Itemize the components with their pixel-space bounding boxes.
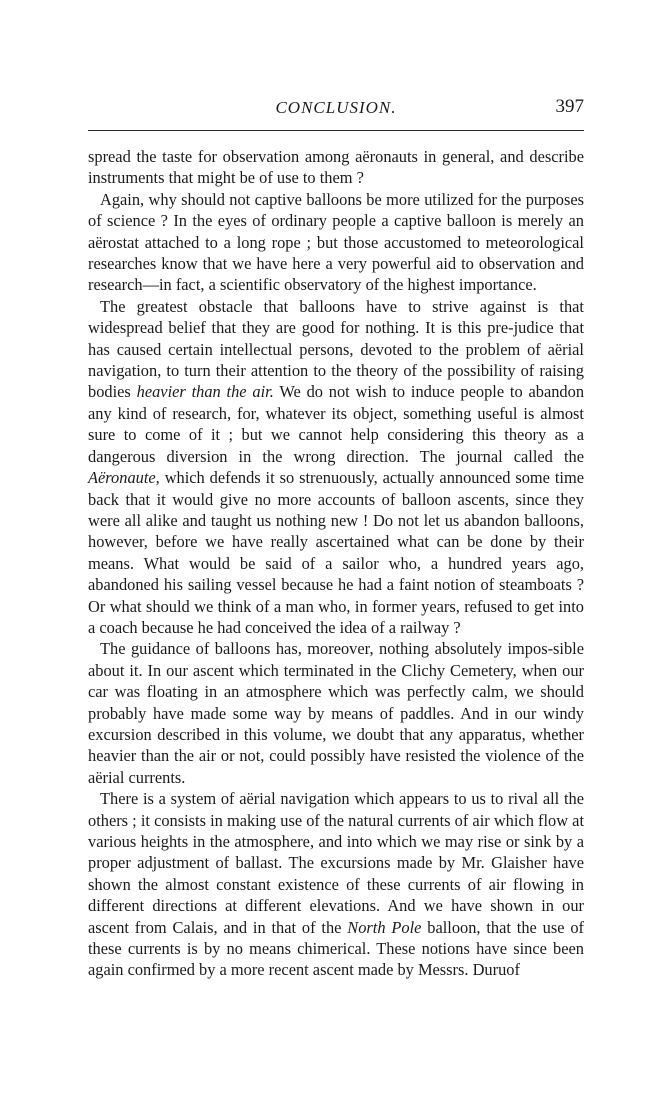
page-header [88,96,584,122]
text-run: which defends it so strenuously, actually announced some time back that it would give no more accounts of balloon ascents, since they were all alike and taught us nothing new ! Do not let us abandon balloons, however, before we have really ascertained what can be done by their means. What would be said of a sailor who, a hundred years ago, abandoned his sailing vessel because he had a faint notion of steamboats ? Or what should we think of a man who, in former years, refused to get into a coach because he had conceived the idea of a railway ? [88,468,584,637]
page-number: 397 [555,96,584,117]
text-run: There is a system of aërial navigation which appears to us to rival all the others ; it consists in making use of the natural currents of air which flow at various heights in the atmosphere, and into which we may rise or sink by a proper adjustment of ballast. The excursions made by Mr. Glaisher have shown the almost constant existence of these currents of air flowing in different directions at different elevations. And we have shown in our ascent from Calais, and in that of the [88,789,584,937]
paragraph [88,638,584,788]
text-run: The guidance of balloons has, moreover, nothing absolutely impos-sible about it. In our ascent which terminated in the Clichy Cemetery, when our car was floating in an atmosphere which was perfectly calm, we should probably have made some way by means of paddles. And in our windy excursion described in this volume, we doubt that any apparatus, whether heavier than the air or not, could possibly have resisted the violence of the aërial currents. [88,639,584,787]
body-text [88,146,584,981]
text-run: spread the taste for observation among aëronauts in general, and describe instruments that might be of use to them ? [88,147,584,188]
text-run: The greatest obstacle that balloons have to strive against is that widespread belief that they are good for nothing. It is this pre-judice that has caused certain intellectual persons, devoted to the problem of aërial navigation, to turn their attention to the theory of the possibility of raising bodies [88,296,584,402]
italic-text: heavier than the air. [136,382,274,402]
text-run: balloon, that the use of these currents is by no means chimerical. These notions have since been again confirmed by a more recent ascent made by Messrs. Duruof [88,917,584,980]
paragraph [88,189,584,296]
italic-text: North Pole [347,917,422,937]
text-run: Again, why should not captive balloons be more utilized for the purposes of science ? In the eyes of ordinary people a captive balloon is merely an aërostat attached to a long rope ; but those accustomed to meteorological researches know that we have here a very powerful aid to observation and research—in fact, a scientific observatory of the highest importance. [88,189,584,295]
paragraph [88,146,584,189]
header-rule [88,130,584,131]
italic-text: Aëronaute, [88,468,160,488]
paragraph [88,296,584,639]
text-run: We do not wish to induce people to abandon any kind of research, for, whatever its object, something useful is almost sure to come of it ; but we cannot help considering this theory as a dangerous diversion in the wrong direction. The journal called the [88,382,585,466]
running-head: CONCLUSION. [275,98,397,117]
paragraph [88,788,584,981]
